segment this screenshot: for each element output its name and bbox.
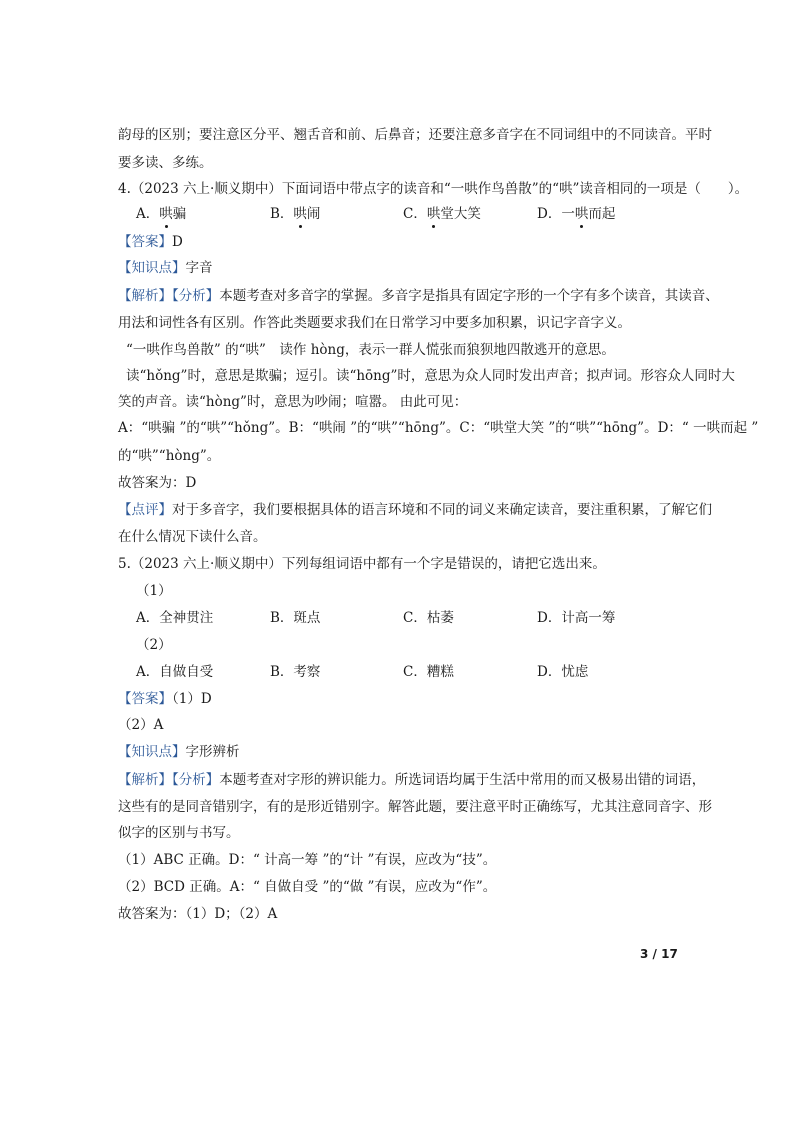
q5-analysis-line-2: 这些有的是同音错别字，有的是形近错别字。解答此题，要注意平时正确练写，尤其注意同音字、形 — [118, 799, 712, 815]
q4-option-a: A．哄骗 — [136, 206, 187, 222]
q4-knowledge-point: 【知识点】字音 — [118, 260, 213, 276]
q5-analysis-line-1: 【解析】【分析】本题考查对字形的辨识能力。所选词语均属于生活中常用的而又极易出错的词语， — [118, 772, 706, 788]
page-number: 3 / 17 — [640, 947, 678, 961]
q5-part2-option-b: B．考察 — [270, 664, 321, 680]
analysis-sub-tag: 【分析】 — [172, 288, 220, 304]
q5-analysis-line-4: （1）ABC 正确。D：“ 计高一筹 ”的“计 ”有误，应改为“技”。 — [118, 852, 497, 868]
emphasis-dot: 哄 — [426, 206, 441, 222]
q4-comment-line-1: 【点评】对于多音字，我们要根据具体的语言环境和不同的词义来确定读音，要注重积累，了解它们 — [118, 502, 712, 518]
q5-part1-option-b: B．斑点 — [270, 610, 321, 626]
analysis-sub-tag: 【分析】 — [172, 772, 220, 788]
emphasis-dot: 哄 — [574, 206, 589, 222]
answer-tag: 【答案】 — [118, 691, 172, 707]
q4-analysis-line-7: 的“哄”“hòng”。 — [118, 448, 221, 464]
q4-analysis-line-2: 用法和词性各有区别。作答此类题要求我们在日常学习中要多加积累，识记字音字义。 — [118, 315, 631, 331]
q4-analysis-line-6: A：“哄骗 ”的“哄”“hǒng”。B：“哄闹 ”的“哄”“hōng”。C：“哄堂大笑 ”的“哄”“hōng”。D：“ 一哄而起 ” — [118, 420, 759, 436]
knowledge-point-tag: 【知识点】 — [118, 744, 186, 760]
emphasis-dot: 哄 — [159, 206, 173, 222]
q4-analysis-line-3: “一哄作鸟兽散” 的“哄” 读作 hòng，表示一群人慌张而狼狈地四散逃开的意思。 — [126, 342, 615, 358]
q5-part1-option-c: C．枯萎 — [403, 610, 454, 626]
q4-answer: 【答案】D — [118, 234, 183, 250]
q5-knowledge-point: 【知识点】字形辨析 — [118, 744, 240, 760]
q4-option-c: C．哄堂大笑 — [403, 206, 481, 222]
emphasis-dot: 哄 — [293, 206, 307, 222]
knowledge-point-tag: 【知识点】 — [118, 260, 186, 276]
q5-part1-option-d: D．计高一筹 — [537, 610, 616, 626]
q5-answer-1: 【答案】（1）D — [118, 691, 212, 707]
q5-part2-label: （2） — [136, 637, 172, 653]
q5-part1-label: （1） — [136, 583, 172, 599]
q5-analysis-line-3: 似字的区别与书写。 — [118, 825, 240, 841]
q5-question: 5.（2023 六上·顺义期中）下列每组词语中都有一个字是错误的，请把它选出来。 — [118, 556, 606, 572]
q4-question: 4.（2023 六上·顺义期中）下面词语中带点字的读音和“一哄作鸟兽散”的“哄”读音相同的一项是（ ）。 — [118, 181, 749, 197]
q5-part1-option-a: A．全神贯注 — [136, 610, 214, 626]
q4-conclusion: 故答案为：D — [118, 475, 197, 491]
q4-option-b: B．哄闹 — [270, 206, 321, 222]
q5-part2-option-a: A．自做自受 — [136, 664, 214, 680]
answer-tag: 【答案】 — [118, 234, 172, 250]
analysis-tag: 【解析】 — [118, 288, 172, 304]
analysis-tag: 【解析】 — [118, 772, 172, 788]
q5-conclusion: 故答案为：（1）D；（2）A — [118, 906, 278, 922]
q4-analysis-line-4: 读“hǒng”时，意思是欺骗；逗引。读“hōng”时，意思为众人同时发出声音；拟声词。形容众人同时大 — [126, 368, 735, 384]
intro-line-1: 韵母的区别；要注意区分平、翘舌音和前、后鼻音；还要注意多音字在不同词组中的不同读音。平时 — [118, 127, 712, 143]
q4-option-d: D．一哄而起 — [537, 206, 616, 222]
q5-part2-option-d: D．忧虑 — [537, 664, 589, 680]
q4-analysis-line-5: 笑的声音。读“hòng”时，意思为吵闹；喧嚣。 由此可见： — [118, 394, 468, 410]
comment-tag: 【点评】 — [118, 502, 172, 518]
q5-answer-2: （2）A — [118, 717, 164, 733]
intro-line-2: 要多读、多练。 — [118, 155, 213, 171]
q4-comment-line-2: 在什么情况下读什么音。 — [118, 529, 267, 545]
q5-analysis-line-5: （2）BCD 正确。A：“ 自做自受 ”的“做 ”有误，应改为“作”。 — [118, 879, 497, 895]
q5-part2-option-c: C．糟糕 — [403, 664, 454, 680]
q4-analysis-line-1: 【解析】【分析】本题考查对多音字的掌握。多音字是指具有固定字形的一个字有多个读音，其读音、 — [118, 288, 719, 304]
